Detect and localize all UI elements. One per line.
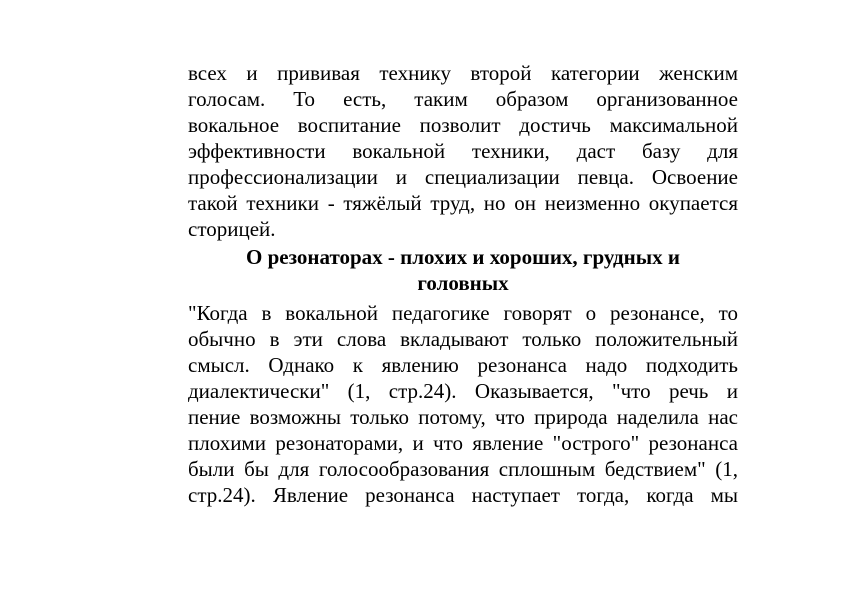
text-line: были бы для голосообразования сплошным бедствием" (1, [188,457,738,481]
text-line: такой техники - тяжёлый труд, но он неизменно окупается [188,191,738,215]
section-heading [188,244,738,296]
text-line: пение возможны только потому, что природа наделила нас [188,405,738,429]
text-line: стр.24). Явление резонанса наступает тогда, когда мы [188,483,738,507]
text-line: профессионализации и специализации певца. Освоение [188,165,738,189]
section-heading-line: О резонаторах - плохих и хороших, грудных и [245,245,681,269]
text-line: сторицей. [188,217,276,241]
paragraph-1 [188,60,738,242]
text-line: обычно в эти слова вкладывают только положительный [188,327,738,351]
text-line: диалектически" (1, стр.24). Оказывается, "что речь и [188,379,738,403]
text-line: "Когда в вокальной педагогике говорят о резонансе, то [188,301,738,325]
text-line: вокальное воспитание позволит достичь максимальной [188,113,738,137]
text-line: плохими резонаторами, и что явление "острого" резонанса [188,431,738,455]
text-line: смысл. Однако к явлению резонанса надо подходить [188,353,738,377]
section-heading-line: головных [417,271,509,295]
text-line: голосам. То есть, таким образом организованное [188,87,738,111]
text-line: всех и прививая технику второй категории женским [188,61,738,85]
paragraph-2 [188,300,738,508]
text-column [188,60,738,508]
text-line: эффективности вокальной техники, даст базу для [188,139,738,163]
